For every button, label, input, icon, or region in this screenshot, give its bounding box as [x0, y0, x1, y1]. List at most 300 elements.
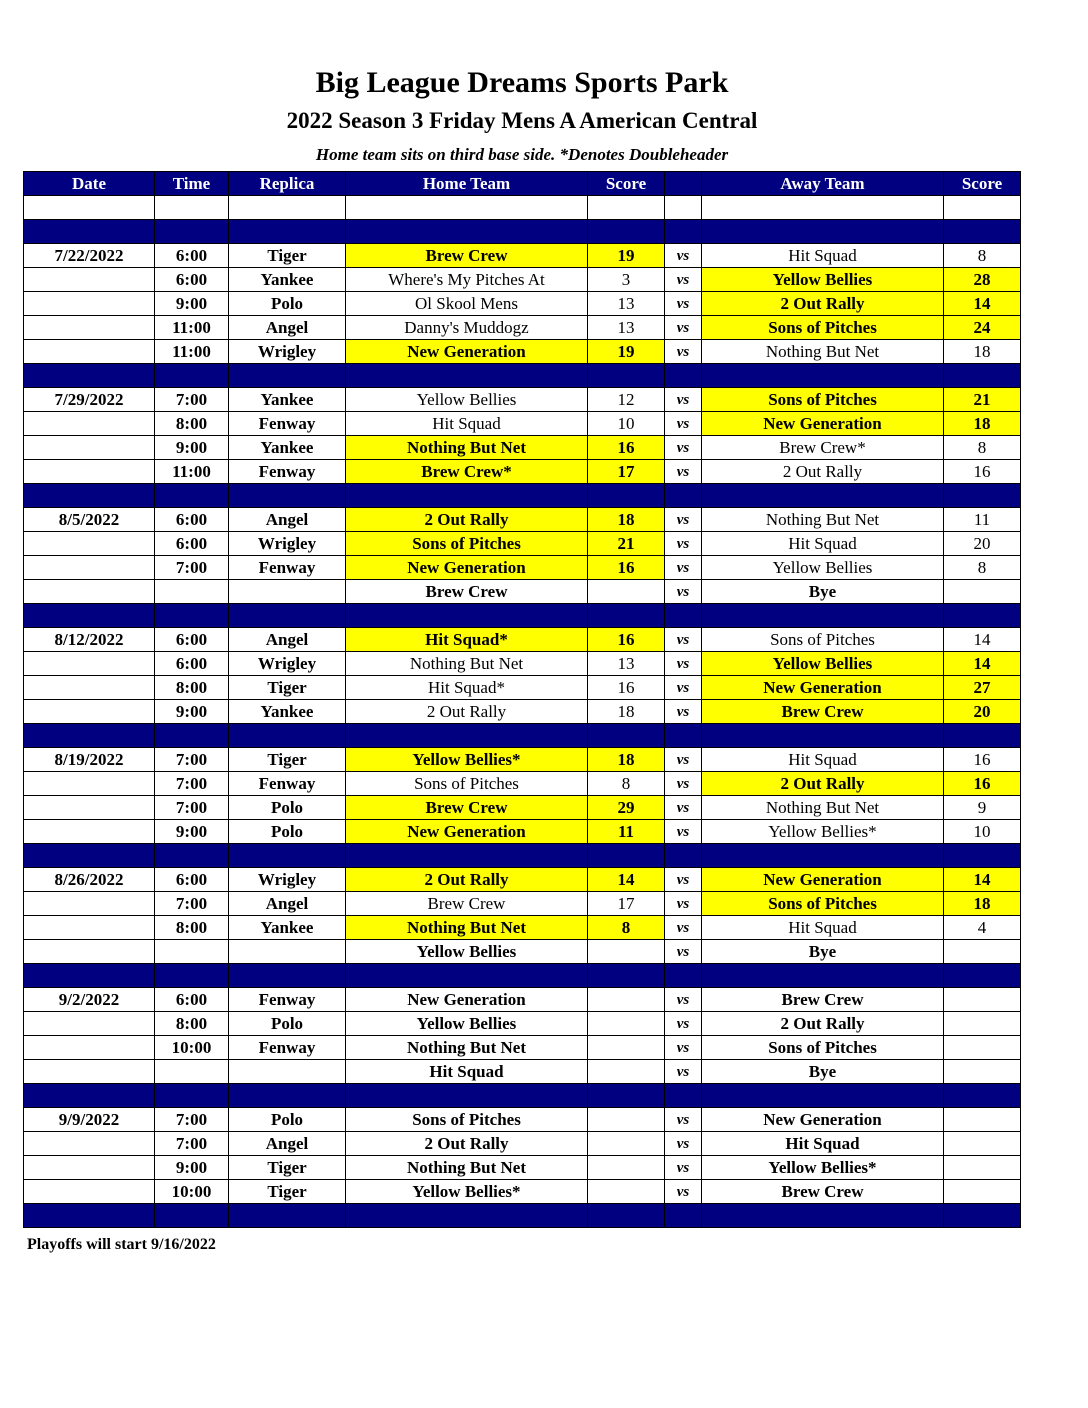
replica-cell: Tiger — [229, 1156, 346, 1180]
empty-cell — [229, 220, 346, 244]
home-score-cell: 13 — [588, 292, 665, 316]
footer-note: Playoffs will start 9/16/2022 — [27, 1236, 216, 1253]
away-team-cell: Sons of Pitches — [702, 388, 944, 412]
home-score-cell: 17 — [588, 892, 665, 916]
date-cell — [24, 772, 155, 796]
replica-cell: Fenway — [229, 772, 346, 796]
away-score-cell: 16 — [944, 772, 1021, 796]
page-title: Big League Dreams Sports Park — [315, 66, 729, 99]
time-cell: 10:00 — [155, 1180, 229, 1204]
empty-cell — [24, 220, 155, 244]
home-team-cell: Nothing But Net — [346, 436, 588, 460]
home-score-cell: 21 — [588, 532, 665, 556]
empty-cell — [24, 724, 155, 748]
away-team-cell: New Generation — [702, 412, 944, 436]
home-score-cell — [588, 1036, 665, 1060]
away-team-cell: Yellow Bellies* — [702, 820, 944, 844]
home-team-cell: Nothing But Net — [346, 652, 588, 676]
home-score-cell — [588, 580, 665, 604]
away-score-cell: 21 — [944, 388, 1021, 412]
away-team-cell: Yellow Bellies* — [702, 1156, 944, 1180]
date-cell: 9/2/2022 — [24, 988, 155, 1012]
empty-cell — [346, 364, 588, 388]
game-row — [24, 652, 1021, 676]
header-vs — [665, 172, 702, 196]
empty-cell — [346, 604, 588, 628]
replica-cell: Polo — [229, 1108, 346, 1132]
away-score-cell: 11 — [944, 508, 1021, 532]
away-score-cell: 4 — [944, 916, 1021, 940]
date-cell: 8/19/2022 — [24, 748, 155, 772]
date-cell: 7/29/2022 — [24, 388, 155, 412]
vs-cell: vs — [665, 436, 702, 460]
home-team-cell: Nothing But Net — [346, 916, 588, 940]
away-score-cell: 14 — [944, 652, 1021, 676]
time-cell: 11:00 — [155, 316, 229, 340]
home-score-cell: 16 — [588, 628, 665, 652]
date-cell — [24, 796, 155, 820]
away-score-cell: 20 — [944, 532, 1021, 556]
separator-row — [24, 1084, 1021, 1108]
empty-cell — [346, 964, 588, 988]
time-cell: 8:00 — [155, 916, 229, 940]
game-row — [24, 436, 1021, 460]
empty-cell — [665, 364, 702, 388]
away-team-cell: Sons of Pitches — [702, 1036, 944, 1060]
time-cell: 8:00 — [155, 412, 229, 436]
home-team-cell: Hit Squad — [346, 412, 588, 436]
date-cell: 8/26/2022 — [24, 868, 155, 892]
empty-cell — [24, 484, 155, 508]
time-cell: 9:00 — [155, 1156, 229, 1180]
home-team-cell: Where's My Pitches At — [346, 268, 588, 292]
empty-cell — [155, 1084, 229, 1108]
replica-cell: Tiger — [229, 1180, 346, 1204]
time-cell: 9:00 — [155, 700, 229, 724]
empty-cell — [944, 724, 1021, 748]
away-team-cell: Nothing But Net — [702, 796, 944, 820]
away-score-cell — [944, 1012, 1021, 1036]
time-cell: 6:00 — [155, 868, 229, 892]
replica-cell: Tiger — [229, 748, 346, 772]
empty-cell — [229, 196, 346, 220]
date-cell — [24, 1036, 155, 1060]
away-score-cell — [944, 1108, 1021, 1132]
schedule-body — [24, 196, 1021, 1228]
home-team-cell: New Generation — [346, 988, 588, 1012]
date-cell — [24, 268, 155, 292]
away-team-cell: New Generation — [702, 1108, 944, 1132]
game-row — [24, 268, 1021, 292]
replica-cell: Fenway — [229, 1036, 346, 1060]
away-team-cell: Yellow Bellies — [702, 652, 944, 676]
vs-cell: vs — [665, 340, 702, 364]
time-cell: 6:00 — [155, 244, 229, 268]
away-score-cell — [944, 1156, 1021, 1180]
away-team-cell: Bye — [702, 940, 944, 964]
time-cell: 6:00 — [155, 652, 229, 676]
replica-cell — [229, 940, 346, 964]
home-team-cell: Sons of Pitches — [346, 532, 588, 556]
vs-cell: vs — [665, 1036, 702, 1060]
empty-cell — [346, 724, 588, 748]
away-score-cell — [944, 988, 1021, 1012]
home-score-cell: 12 — [588, 388, 665, 412]
home-team-cell: Sons of Pitches — [346, 1108, 588, 1132]
home-team-cell: Yellow Bellies — [346, 388, 588, 412]
away-score-cell: 24 — [944, 316, 1021, 340]
away-score-cell: 18 — [944, 340, 1021, 364]
game-row — [24, 868, 1021, 892]
empty-cell — [702, 1084, 944, 1108]
away-team-cell: Yellow Bellies — [702, 268, 944, 292]
time-cell: 10:00 — [155, 1036, 229, 1060]
away-team-cell: Brew Crew — [702, 1180, 944, 1204]
replica-cell: Angel — [229, 508, 346, 532]
home-team-cell: Hit Squad — [346, 1060, 588, 1084]
game-row — [24, 1012, 1021, 1036]
game-row — [24, 292, 1021, 316]
replica-cell: Angel — [229, 892, 346, 916]
away-team-cell: Brew Crew — [702, 988, 944, 1012]
vs-cell: vs — [665, 292, 702, 316]
date-cell — [24, 580, 155, 604]
home-team-cell: Yellow Bellies* — [346, 1180, 588, 1204]
game-row — [24, 700, 1021, 724]
date-cell — [24, 532, 155, 556]
empty-cell — [155, 196, 229, 220]
home-score-cell — [588, 1012, 665, 1036]
away-score-cell: 16 — [944, 460, 1021, 484]
home-score-cell: 19 — [588, 244, 665, 268]
game-row — [24, 796, 1021, 820]
game-row — [24, 916, 1021, 940]
away-score-cell: 8 — [944, 556, 1021, 580]
empty-cell — [702, 1204, 944, 1228]
vs-cell: vs — [665, 1060, 702, 1084]
time-cell — [155, 1060, 229, 1084]
home-score-cell: 14 — [588, 868, 665, 892]
home-team-cell: Brew Crew — [346, 244, 588, 268]
replica-cell — [229, 580, 346, 604]
empty-cell — [588, 364, 665, 388]
home-team-cell: 2 Out Rally — [346, 1132, 588, 1156]
date-cell — [24, 1060, 155, 1084]
separator-row — [24, 220, 1021, 244]
home-score-cell — [588, 1108, 665, 1132]
empty-cell — [24, 604, 155, 628]
away-score-cell: 8 — [944, 244, 1021, 268]
header-time: Time — [155, 172, 229, 196]
home-team-cell: Brew Crew* — [346, 460, 588, 484]
home-team-cell: New Generation — [346, 820, 588, 844]
empty-cell — [588, 220, 665, 244]
empty-cell — [944, 484, 1021, 508]
vs-cell: vs — [665, 412, 702, 436]
date-cell — [24, 412, 155, 436]
empty-cell — [665, 964, 702, 988]
header-home-score: Score — [588, 172, 665, 196]
away-team-cell: Bye — [702, 580, 944, 604]
home-score-cell: 18 — [588, 508, 665, 532]
date-cell — [24, 436, 155, 460]
replica-cell: Polo — [229, 292, 346, 316]
home-score-cell — [588, 1060, 665, 1084]
empty-cell — [702, 844, 944, 868]
home-team-cell: New Generation — [346, 340, 588, 364]
home-score-cell — [588, 940, 665, 964]
empty-cell — [665, 1084, 702, 1108]
empty-cell — [346, 844, 588, 868]
empty-cell — [665, 604, 702, 628]
time-cell: 6:00 — [155, 628, 229, 652]
date-cell: 9/9/2022 — [24, 1108, 155, 1132]
away-score-cell — [944, 940, 1021, 964]
vs-cell: vs — [665, 988, 702, 1012]
game-row — [24, 316, 1021, 340]
empty-cell — [665, 1204, 702, 1228]
date-cell — [24, 700, 155, 724]
time-cell: 8:00 — [155, 1012, 229, 1036]
home-team-cell: Brew Crew — [346, 892, 588, 916]
away-score-cell: 8 — [944, 436, 1021, 460]
empty-cell — [24, 844, 155, 868]
game-row — [24, 1156, 1021, 1180]
replica-cell: Angel — [229, 628, 346, 652]
time-cell: 7:00 — [155, 1132, 229, 1156]
away-team-cell: 2 Out Rally — [702, 772, 944, 796]
header-home-team: Home Team — [346, 172, 588, 196]
vs-cell: vs — [665, 388, 702, 412]
page-note: Home team sits on third base side. *Denotes Doubleheader — [315, 145, 729, 164]
empty-cell — [702, 724, 944, 748]
time-cell: 7:00 — [155, 748, 229, 772]
home-team-cell: 2 Out Rally — [346, 508, 588, 532]
empty-cell — [155, 220, 229, 244]
empty-cell — [346, 220, 588, 244]
away-team-cell: Hit Squad — [702, 244, 944, 268]
away-team-cell: Sons of Pitches — [702, 628, 944, 652]
home-score-cell — [588, 1156, 665, 1180]
away-score-cell — [944, 1060, 1021, 1084]
time-cell: 7:00 — [155, 892, 229, 916]
game-row — [24, 1036, 1021, 1060]
game-row — [24, 820, 1021, 844]
away-team-cell: Hit Squad — [702, 748, 944, 772]
game-row — [24, 340, 1021, 364]
away-team-cell: 2 Out Rally — [702, 292, 944, 316]
separator-row — [24, 964, 1021, 988]
empty-cell — [665, 484, 702, 508]
vs-cell: vs — [665, 1012, 702, 1036]
home-team-cell: Yellow Bellies — [346, 940, 588, 964]
empty-cell — [944, 964, 1021, 988]
replica-cell: Fenway — [229, 988, 346, 1012]
vs-cell: vs — [665, 676, 702, 700]
away-score-cell: 18 — [944, 892, 1021, 916]
date-cell — [24, 652, 155, 676]
empty-cell — [944, 364, 1021, 388]
replica-cell: Wrigley — [229, 340, 346, 364]
empty-cell — [229, 724, 346, 748]
vs-cell: vs — [665, 580, 702, 604]
replica-cell: Tiger — [229, 244, 346, 268]
away-team-cell: Nothing But Net — [702, 508, 944, 532]
game-row — [24, 556, 1021, 580]
home-score-cell: 16 — [588, 556, 665, 580]
game-row — [24, 892, 1021, 916]
away-team-cell: Nothing But Net — [702, 340, 944, 364]
away-score-cell — [944, 1036, 1021, 1060]
replica-cell: Wrigley — [229, 868, 346, 892]
empty-cell — [588, 196, 665, 220]
empty-cell — [702, 964, 944, 988]
home-score-cell: 3 — [588, 268, 665, 292]
empty-cell — [155, 724, 229, 748]
vs-cell: vs — [665, 1132, 702, 1156]
time-cell: 6:00 — [155, 988, 229, 1012]
date-cell — [24, 340, 155, 364]
game-row — [24, 676, 1021, 700]
replica-cell: Tiger — [229, 676, 346, 700]
vs-cell: vs — [665, 508, 702, 532]
replica-cell: Polo — [229, 796, 346, 820]
away-score-cell: 16 — [944, 748, 1021, 772]
vs-cell: vs — [665, 1180, 702, 1204]
empty-cell — [24, 196, 155, 220]
header-replica: Replica — [229, 172, 346, 196]
empty-cell — [346, 1204, 588, 1228]
vs-cell: vs — [665, 532, 702, 556]
empty-cell — [588, 1084, 665, 1108]
home-score-cell — [588, 1180, 665, 1204]
time-cell: 9:00 — [155, 292, 229, 316]
home-team-cell: Yellow Bellies — [346, 1012, 588, 1036]
date-cell — [24, 820, 155, 844]
time-cell: 7:00 — [155, 556, 229, 580]
time-cell: 6:00 — [155, 268, 229, 292]
game-row — [24, 532, 1021, 556]
replica-cell: Yankee — [229, 268, 346, 292]
time-cell: 7:00 — [155, 796, 229, 820]
vs-cell: vs — [665, 628, 702, 652]
empty-cell — [155, 364, 229, 388]
separator-row — [24, 364, 1021, 388]
away-score-cell: 14 — [944, 868, 1021, 892]
away-team-cell: Sons of Pitches — [702, 892, 944, 916]
date-cell — [24, 1156, 155, 1180]
date-cell — [24, 460, 155, 484]
replica-cell: Yankee — [229, 436, 346, 460]
replica-cell: Wrigley — [229, 532, 346, 556]
empty-cell — [702, 484, 944, 508]
date-cell — [24, 1012, 155, 1036]
game-row — [24, 1060, 1021, 1084]
time-cell: 8:00 — [155, 676, 229, 700]
replica-cell: Yankee — [229, 916, 346, 940]
header-date: Date — [24, 172, 155, 196]
empty-cell — [944, 196, 1021, 220]
vs-cell: vs — [665, 460, 702, 484]
away-team-cell: 2 Out Rally — [702, 1012, 944, 1036]
vs-cell: vs — [665, 556, 702, 580]
replica-cell: Fenway — [229, 460, 346, 484]
away-team-cell: New Generation — [702, 676, 944, 700]
empty-cell — [155, 604, 229, 628]
home-team-cell: Nothing But Net — [346, 1036, 588, 1060]
home-score-cell: 10 — [588, 412, 665, 436]
vs-cell: vs — [665, 748, 702, 772]
time-cell: 9:00 — [155, 436, 229, 460]
empty-cell — [665, 220, 702, 244]
time-cell: 11:00 — [155, 460, 229, 484]
home-score-cell: 29 — [588, 796, 665, 820]
empty-cell — [155, 484, 229, 508]
home-team-cell: Danny's Muddogz — [346, 316, 588, 340]
blank-row — [24, 196, 1021, 220]
away-score-cell: 9 — [944, 796, 1021, 820]
time-cell — [155, 580, 229, 604]
empty-cell — [702, 220, 944, 244]
replica-cell: Fenway — [229, 556, 346, 580]
empty-cell — [24, 964, 155, 988]
empty-cell — [665, 844, 702, 868]
game-row — [24, 388, 1021, 412]
date-cell — [24, 940, 155, 964]
away-team-cell: Bye — [702, 1060, 944, 1084]
vs-cell: vs — [665, 244, 702, 268]
empty-cell — [229, 484, 346, 508]
empty-cell — [702, 604, 944, 628]
home-team-cell: Yellow Bellies* — [346, 748, 588, 772]
replica-cell: Polo — [229, 1012, 346, 1036]
date-cell — [24, 1132, 155, 1156]
empty-cell — [588, 484, 665, 508]
empty-cell — [588, 724, 665, 748]
table-header-row — [24, 172, 1021, 196]
game-row — [24, 940, 1021, 964]
away-score-cell: 18 — [944, 412, 1021, 436]
vs-cell: vs — [665, 916, 702, 940]
date-cell — [24, 316, 155, 340]
time-cell: 9:00 — [155, 820, 229, 844]
away-team-cell: New Generation — [702, 868, 944, 892]
page-subtitle: 2022 Season 3 Friday Mens A American Central — [286, 108, 758, 133]
home-score-cell: 8 — [588, 916, 665, 940]
away-team-cell: Hit Squad — [702, 916, 944, 940]
time-cell: 6:00 — [155, 532, 229, 556]
replica-cell: Yankee — [229, 388, 346, 412]
game-row — [24, 244, 1021, 268]
vs-cell: vs — [665, 1108, 702, 1132]
empty-cell — [229, 1204, 346, 1228]
vs-cell: vs — [665, 796, 702, 820]
empty-cell — [346, 484, 588, 508]
home-score-cell — [588, 1132, 665, 1156]
home-score-cell: 16 — [588, 436, 665, 460]
home-score-cell: 18 — [588, 700, 665, 724]
time-cell: 11:00 — [155, 340, 229, 364]
empty-cell — [229, 1084, 346, 1108]
date-cell — [24, 892, 155, 916]
date-cell — [24, 556, 155, 580]
away-score-cell: 10 — [944, 820, 1021, 844]
replica-cell: Angel — [229, 1132, 346, 1156]
away-team-cell: Brew Crew — [702, 700, 944, 724]
empty-cell — [944, 220, 1021, 244]
away-score-cell: 20 — [944, 700, 1021, 724]
empty-cell — [24, 1204, 155, 1228]
